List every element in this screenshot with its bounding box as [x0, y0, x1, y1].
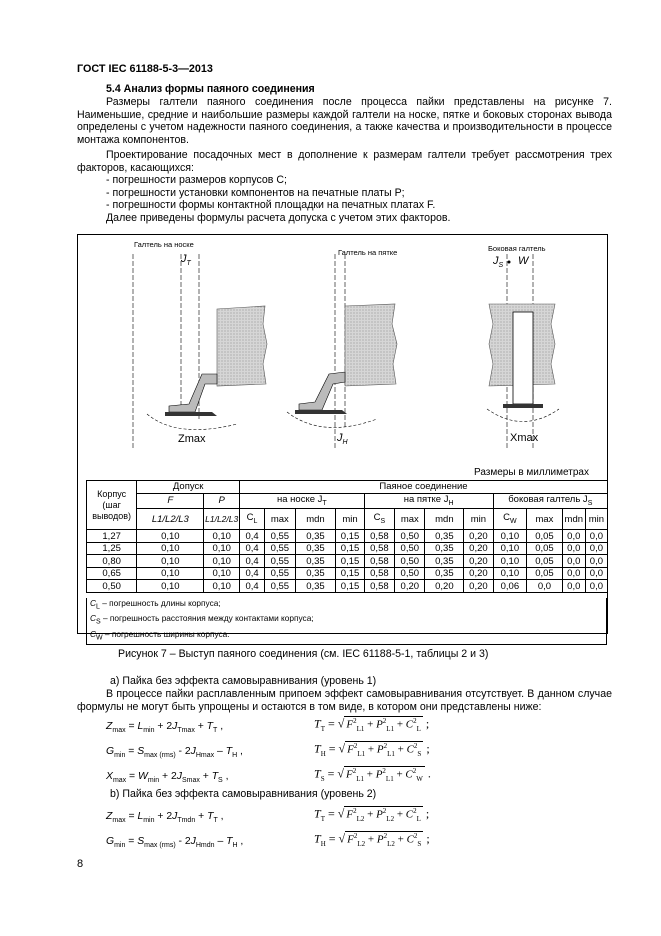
- bullet-item: - погрешности установки компонентов на печатные платы P;: [106, 187, 405, 199]
- table-cell: 0,15: [336, 530, 364, 543]
- formula-th-2: $T_H$ = √ $F^2_{L2} + P^2_{L2} + C^2_S$ ;: [314, 831, 430, 849]
- table-cell: 0,0: [562, 567, 585, 580]
- table-cell: 0,58: [364, 580, 394, 593]
- header-cs: $C_S$: [364, 509, 394, 530]
- table-cell: 0,20: [464, 530, 493, 543]
- table-cell: 0,20: [464, 580, 493, 593]
- paragraph-2: Проектирование посадочных мест в дополнение к размерам галтели требует рассмотрения трех факторов, касающихся:: [77, 149, 612, 174]
- table-cell: 0,10: [493, 555, 527, 568]
- xmax-symbol: Xmax: [510, 432, 539, 444]
- table-cell: 0,0: [585, 542, 607, 555]
- header-min: min: [585, 509, 607, 530]
- note-cs: $C_S$ – погрешность расстояния между контактами корпуса;: [90, 613, 314, 627]
- formula-gmin-2: $G_{min} = S_{max (rms)} - 2J_{Hmdn} - T_H$ ,: [106, 836, 244, 850]
- table-row: [87, 580, 608, 593]
- table-cell: 0,15: [336, 555, 364, 568]
- header-f: F: [137, 493, 204, 509]
- table-cell: 0,50: [395, 530, 425, 543]
- paragraph-1: Размеры галтели паяного соединения после процесса пайки представлены на рисунке 7. Наименьшие, средние и наибольшие размеры каждой галтели на носке, пятке и боковых сторонах вывода определены с учетом надежности паяного соединения, а также качества и производительности в процессе монтажа компонентов.: [77, 96, 612, 146]
- table-cell: 0,35: [295, 530, 336, 543]
- table-cell: 0,15: [336, 580, 364, 593]
- table-cell: 0,20: [395, 580, 425, 593]
- note-cw: $C_W$ – погрешность ширины корпуса.: [90, 628, 230, 642]
- table-cell: 0,0: [562, 555, 585, 568]
- table-cell: 0,10: [204, 567, 240, 580]
- formula-zmax-2: $Z_{max} = L_{min} + 2J_{Tmdn} + T_T$ ,: [106, 811, 224, 825]
- paragraph-4: В процессе пайки расплавленным припоем эффект самовыравнивания отсутствует. В данном случае формулы не могут быть упрощены и остаются в том виде, в котором они представлены ниже:: [77, 688, 612, 713]
- formula-xmax-1: $X_{max} = W_{min} + 2J_{Smax} + T_S$ ,: [106, 771, 229, 785]
- formula-zmax-1: $Z_{max} = L_{min} + 2J_{Tmax} + T_T$ ,: [106, 721, 224, 735]
- table-cell: 0,20: [425, 580, 464, 593]
- side-label: Боковая галтель: [488, 244, 546, 253]
- bullet-item: - погрешности размеров корпусов C;: [106, 174, 287, 186]
- table-cell: 0,35: [425, 530, 464, 543]
- header-mdn: mdn: [425, 509, 464, 530]
- table-cell: 0,35: [425, 542, 464, 555]
- table-cell: 0,35: [425, 555, 464, 568]
- note-cl: $C_L$ – погрешность длины корпуса;: [90, 598, 221, 611]
- bullet-item: - погрешности формы контактной площадки на печатных платах F.: [106, 199, 436, 211]
- table-cell: 0,4: [240, 542, 265, 555]
- table-cell: 0,10: [204, 555, 240, 568]
- header-max: max: [527, 509, 563, 530]
- header-korpus: Корпус (шаг выводов): [87, 481, 137, 530]
- table-cell: 0,15: [336, 542, 364, 555]
- units-note: Размеры в миллиметрах: [474, 467, 589, 478]
- table-cell: 0,0: [585, 555, 607, 568]
- table-cell: 0,4: [240, 530, 265, 543]
- table-cell: 1,27: [87, 530, 137, 543]
- table-cell: 0,4: [240, 580, 265, 593]
- table-cell: 0,4: [240, 555, 265, 568]
- table-cell: 0,55: [265, 567, 295, 580]
- table-row: [87, 555, 608, 568]
- table-notes: [86, 598, 607, 645]
- table-cell: 0,0: [562, 542, 585, 555]
- table-cell: 0,55: [265, 555, 295, 568]
- header-l123: L1/L2/L3: [137, 509, 204, 530]
- solder-joint-drawing: [77, 234, 608, 484]
- zmax-symbol: Zmax: [178, 433, 206, 445]
- header-p: P: [204, 493, 240, 509]
- table-cell: 0,50: [395, 567, 425, 580]
- table-cell: 0,10: [493, 542, 527, 555]
- table-cell: 0,4: [240, 567, 265, 580]
- table-cell: 0,05: [527, 567, 563, 580]
- jh-symbol: $J_H$: [337, 432, 348, 447]
- heel-fillet-drawing: [287, 254, 397, 449]
- table-cell: 0,80: [87, 555, 137, 568]
- table-cell: 0,35: [295, 555, 336, 568]
- header-min: min: [464, 509, 493, 530]
- header-payanoe: Паяное соединение: [240, 481, 608, 494]
- table-cell: 0,0: [585, 567, 607, 580]
- jt-symbol: $J_T$: [181, 253, 191, 268]
- header-cl: $C_L$: [240, 509, 265, 530]
- table-cell: 0,58: [364, 555, 394, 568]
- table-cell: 0,10: [137, 542, 204, 555]
- table-cell: 0,0: [562, 530, 585, 543]
- header-l123: L1/L2/L3: [204, 509, 240, 530]
- table-cell: 0,20: [464, 542, 493, 555]
- table-cell: 0,10: [493, 530, 527, 543]
- table-cell: 0,58: [364, 530, 394, 543]
- table-cell: 0,58: [364, 567, 394, 580]
- header-cw: $C_W$: [493, 509, 527, 530]
- table-cell: 0,35: [425, 567, 464, 580]
- formula-tt-2: $T_T$ = √ $F^2_{L2} + P^2_{L2} + C^2_L$ ;: [314, 806, 430, 824]
- table-cell: 0,50: [395, 555, 425, 568]
- fillet-table: [86, 480, 608, 593]
- page-number: 8: [77, 858, 84, 870]
- table-cell: 0,10: [493, 567, 527, 580]
- table-cell: 0,05: [527, 542, 563, 555]
- table-cell: 0,35: [295, 580, 336, 593]
- header-toe: на носке $J_T$: [240, 493, 365, 509]
- figure-caption: Рисунок 7 – Выступ паяного соединения (см. IEC 61188-5-1, таблицы 2 и 3): [118, 648, 489, 660]
- table-cell: 0,05: [527, 555, 563, 568]
- item-b: b) Пайка без эффекта самовыравнивания (уровень 2): [110, 788, 377, 800]
- table-cell: 0,0: [527, 580, 563, 593]
- table-cell: 0,10: [204, 542, 240, 555]
- paragraph-3: Далее приведены формулы расчета допуска с учетом этих факторов.: [106, 212, 451, 224]
- js-symbol: $J_S$: [493, 255, 504, 270]
- table-cell: 0,55: [265, 580, 295, 593]
- table-cell: 0,10: [137, 580, 204, 593]
- table-cell: 0,0: [585, 580, 607, 593]
- header-dopusk: Допуск: [137, 481, 240, 494]
- table-cell: 1,25: [87, 542, 137, 555]
- side-fillet-drawing: [487, 254, 559, 449]
- header-side: боковая галтель $J_S$: [493, 493, 607, 509]
- table-cell: 0,50: [395, 542, 425, 555]
- toe-fillet-drawing: [133, 254, 267, 449]
- header-mdn: mdn: [295, 509, 336, 530]
- table-cell: 0,05: [527, 530, 563, 543]
- header-min: min: [336, 509, 364, 530]
- w-symbol: W: [518, 255, 529, 267]
- table-cell: 0,20: [464, 555, 493, 568]
- header-heel: на пятке $J_H$: [364, 493, 493, 509]
- header-max: max: [265, 509, 295, 530]
- document-header: ГОСТ IEC 61188-5-3—2013: [77, 63, 213, 75]
- heel-label: Галтель на пятке: [338, 248, 398, 257]
- table-cell: 0,0: [585, 530, 607, 543]
- header-mdn: mdn: [562, 509, 585, 530]
- table-row: [87, 567, 608, 580]
- table-cell: 0,35: [295, 567, 336, 580]
- table-cell: 0,55: [265, 542, 295, 555]
- table-cell: 0,55: [265, 530, 295, 543]
- section-title: 5.4 Анализ формы паяного соединения: [106, 83, 315, 95]
- table-cell: 0,65: [87, 567, 137, 580]
- table-row: [87, 530, 608, 543]
- table-cell: 0,10: [204, 580, 240, 593]
- table-row: [87, 542, 608, 555]
- table-cell: 0,10: [204, 530, 240, 543]
- item-a: a) Пайка без эффекта самовыравнивания (уровень 1): [110, 675, 377, 687]
- table-cell: 0,10: [137, 555, 204, 568]
- table-cell: 0,10: [137, 530, 204, 543]
- table-cell: 0,0: [562, 580, 585, 593]
- header-max: max: [395, 509, 425, 530]
- formula-th-1: $T_H$ = √ $F^2_{L1} + P^2_{L1} + C^2_S$ ;: [314, 741, 430, 759]
- toe-label: Галтель на носке: [134, 240, 194, 249]
- table-cell: 0,20: [464, 567, 493, 580]
- table-cell: 0,35: [295, 542, 336, 555]
- table-cell: 0,58: [364, 542, 394, 555]
- formula-ts-1: $T_S$ = √ $F^2_{L1} + P^2_{L1} + C^2_W$ .: [314, 766, 431, 784]
- table-cell: 0,10: [137, 567, 204, 580]
- table-cell: 0,06: [493, 580, 527, 593]
- formula-tt-1: $T_T$ = √ $F^2_{L1} + P^2_{L1} + C^2_L$ ;: [314, 716, 430, 734]
- formula-gmin-1: $G_{min} = S_{max (rms)} - 2J_{Hmax} - T_H$ ,: [106, 746, 243, 760]
- table-cell: 0,50: [87, 580, 137, 593]
- table-cell: 0,15: [336, 567, 364, 580]
